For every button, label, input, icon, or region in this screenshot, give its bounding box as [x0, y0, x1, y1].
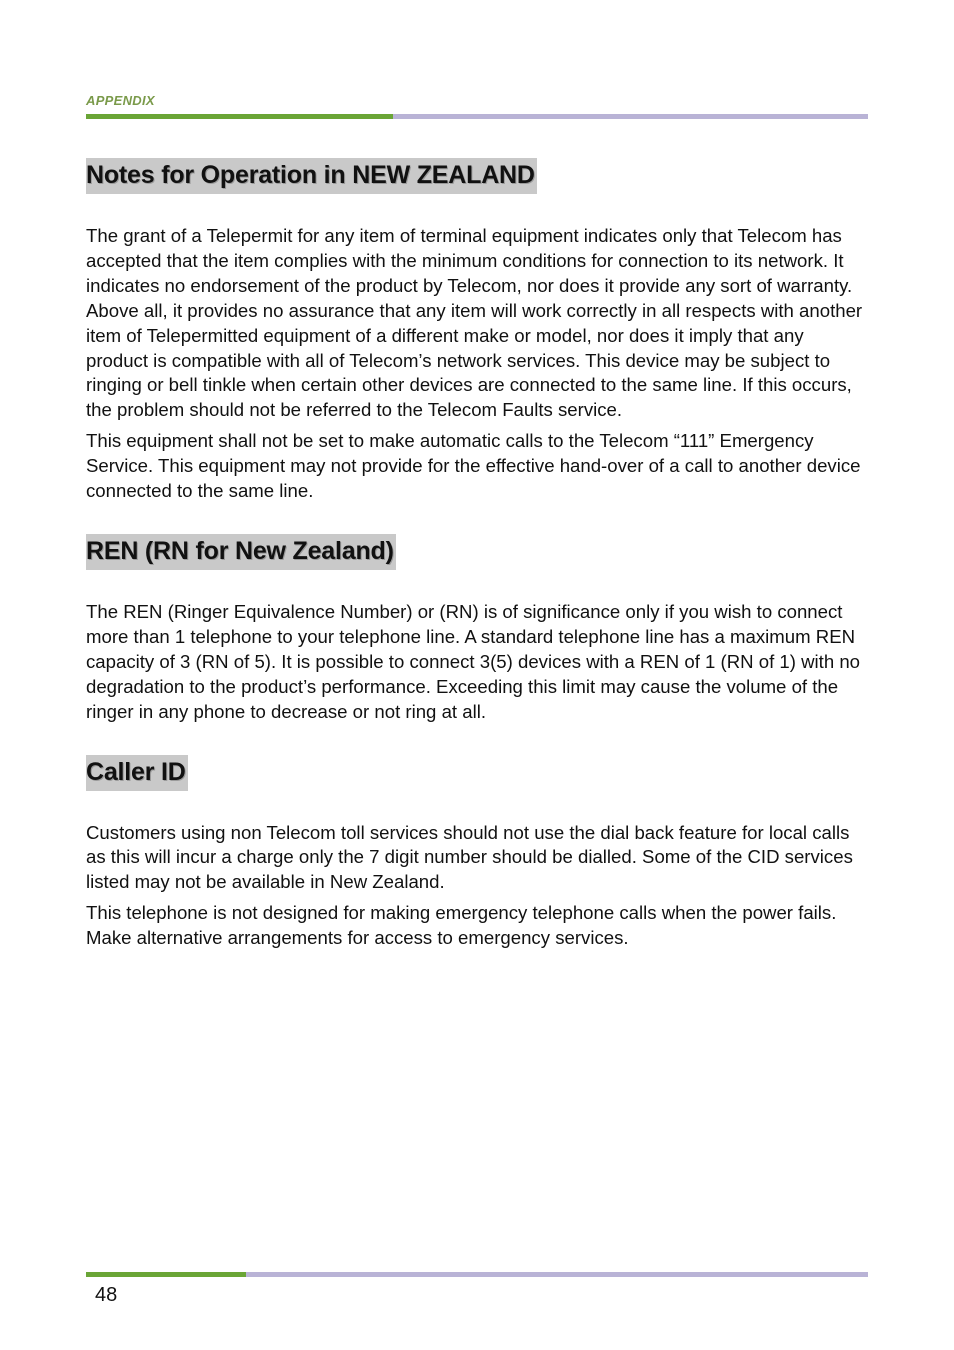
- running-header-label: APPENDIX: [86, 93, 155, 108]
- section-heading: Caller ID: [86, 755, 188, 791]
- paragraph: The REN (Ringer Equivalence Number) or (RN) is of significance only if you wish to connect more than 1 telephone to your telephone line. A standard telephone line has a maximum REN capacity of 3 (RN of 5). It is possible to connect 3(5) devices with a REN of 1 (RN of 1) with no degradation to the product’s performance. Exceeding this limit may cause the volume of the ringer in any phone to decrease or not ring at all.: [86, 600, 861, 722]
- footer-rule-green-segment: [86, 1272, 246, 1277]
- header-rule-green-segment: [86, 114, 393, 119]
- section-new-zealand-notes: [86, 158, 868, 504]
- section-heading: Notes for Operation in NEW ZEALAND: [86, 158, 537, 194]
- footer-rule-lavender-segment: [246, 1272, 868, 1277]
- paragraph: This telephone is not designed for making emergency telephone calls when the power fails. Make alternative arrangements for access to emergency services.: [86, 902, 837, 949]
- section-heading: REN (RN for New Zealand): [86, 534, 396, 570]
- paragraph: This equipment shall not be set to make automatic calls to the Telecom “111” Emergency Service. This equipment may not provide for the effective hand-over of a call to another device connected to the same line.: [86, 430, 861, 502]
- section-caller-id: [86, 755, 868, 952]
- footer-rule: [86, 1272, 868, 1277]
- page-content: [86, 158, 868, 981]
- paragraph: The grant of a Telepermit for any item of terminal equipment indicates only that Telecom has accepted that the item complies with the minimum conditions for connection to its network. It indicates no endorsement of the product by Telecom, nor does it provide any sort of warranty. Above all, it provides no assurance that any item will work correctly in all respects with another item of Telepermitted equipment of a different make or model, nor does it imply that any product is compatible with all of Telecom’s network services. This device may be subject to ringing or bell tinkle when certain other devices are connected to the same line. If this occurs, the problem should not be referred to the Telecom Faults service.: [86, 225, 863, 421]
- header-rule: [86, 114, 868, 119]
- section-ren: [86, 534, 868, 725]
- header-rule-lavender-segment: [393, 114, 868, 119]
- paragraph: Customers using non Telecom toll services should not use the dial back feature for local calls as this will incur a charge only the 7 digit number should be dialled. Some of the CID services listed may not be available in New Zealand.: [86, 821, 853, 893]
- page-number: 48: [95, 1284, 118, 1306]
